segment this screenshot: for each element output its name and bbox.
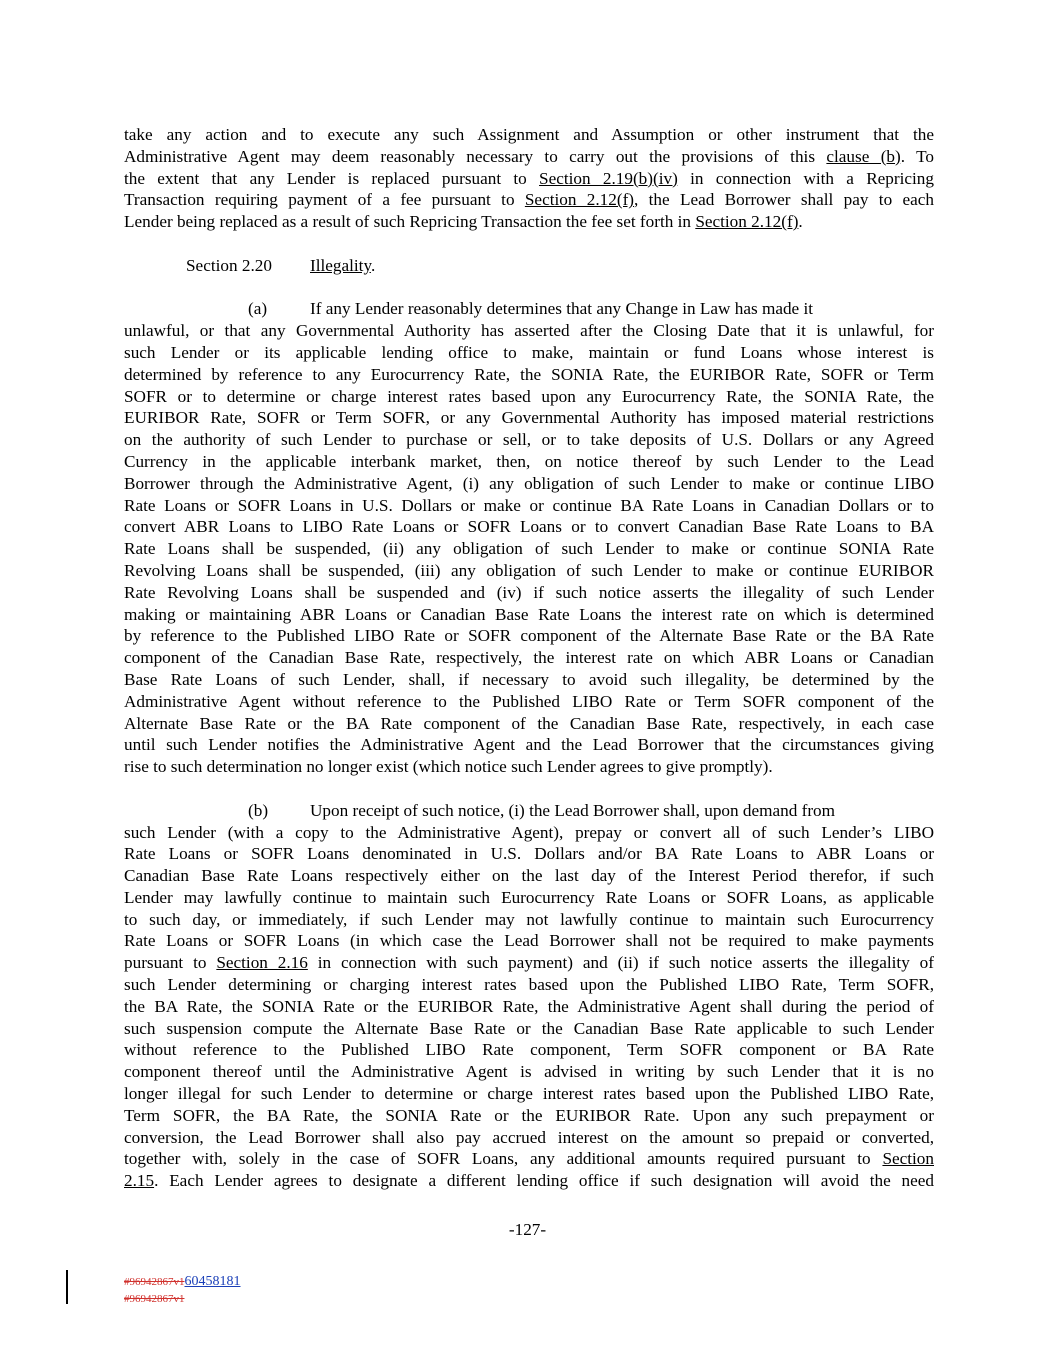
paragraph-a xyxy=(124,298,934,778)
inserted-document-id: 60458181 xyxy=(184,1274,241,1289)
document-id-row xyxy=(124,1290,241,1307)
text-line: Rate Loans shall be suspended, (ii) any obligation of such Lender to make or continue SONIA Rate xyxy=(124,539,934,559)
text-line: unlawful, or that any Governmental Authority has asserted after the Closing Date that it is unlawful, for xyxy=(124,321,934,341)
cross-reference-link: 2.15 xyxy=(124,1171,155,1191)
text-line: SOFR or to determine or charge interest rates based upon any Eurocurrency Rate, the SONIA Rate, the xyxy=(124,386,934,406)
text-line: Lender may lawfully continue to maintain such Eurocurrency Rate Loans or SOFR Loans, as applicable xyxy=(124,887,934,907)
text-line: Lender being replaced as a result of such Repricing Transaction the fee set forth in Section 2.12(f). xyxy=(124,212,803,232)
text-line: Term SOFR, the BA Rate, the SONIA Rate or the EURIBOR Rate. Upon any such prepayment or xyxy=(124,1105,934,1125)
text-line: such Lender (with a copy to the Administrative Agent), prepay or convert all of such Lender’s LIBO xyxy=(124,822,934,842)
text-line: component thereof until the Administrative Agent is advised in writing by such Lender that it is no xyxy=(124,1062,934,1082)
paragraph-b xyxy=(124,800,934,1192)
deleted-document-id: #96942867v1 xyxy=(124,1293,185,1305)
document-id-footer xyxy=(124,1273,241,1307)
text-line: conversion, the Lead Borrower shall also pay accrued interest on the amount so prepaid or converted, xyxy=(124,1127,934,1147)
text-line: making or maintaining ABR Loans or Canadian Base Rate Loans the interest rate on which is determined xyxy=(124,604,934,624)
change-bar xyxy=(66,1270,68,1304)
section-title: Illegality xyxy=(310,255,371,275)
cross-reference-link: Section 2.12(f) xyxy=(524,190,635,210)
text-line: determined by reference to any Eurocurrency Rate, the SONIA Rate, the EURIBOR Rate, SOFR or Term xyxy=(124,364,934,384)
intro-paragraph xyxy=(124,124,934,233)
text-line: Rate Loans or SOFR Loans in U.S. Dollars or make or continue BA Rate Loans in Canadian Dollars or to xyxy=(124,495,934,515)
section-number: Section 2.20 xyxy=(186,255,272,275)
document-body xyxy=(124,124,934,1192)
cross-reference-link: Section 2.12(f) xyxy=(695,212,799,232)
text-line: pursuant to Section 2.16 in connection with such payment) and (ii) if such notice asserts the illegality of xyxy=(124,953,934,973)
text-line: such Lender determining or charging interest rates based upon the Published LIBO Rate, Term SOFR, xyxy=(124,975,934,995)
deleted-document-id: #96942867v1 xyxy=(124,1276,185,1288)
cross-reference-link: Section xyxy=(882,1149,934,1169)
text-line: Base Rate Loans of such Lender, shall, if necessary to avoid such illegality, be determined by the xyxy=(124,669,934,689)
page-number: -127- xyxy=(508,1220,547,1239)
text-line: together with, solely in the case of SOFR Loans, any additional amounts required pursuant to Section xyxy=(124,1149,934,1169)
text-line: Rate Loans or SOFR Loans denominated in U.S. Dollars and/or BA Rate Loans to ABR Loans or xyxy=(124,844,934,864)
text-line: EURIBOR Rate, SOFR or Term SOFR, or any Governmental Authority has imposed material restrictions xyxy=(124,408,934,428)
paragraph-label: (b) xyxy=(248,800,269,820)
text-line: to such day, or immediately, if such Lender may not lawfully continue to maintain such Eurocurrency xyxy=(124,909,934,929)
cross-reference-link: clause (b) xyxy=(826,146,901,166)
text-line: longer illegal for such Lender to determine or charge interest rates based upon the Published LIBO Rate, xyxy=(124,1084,934,1104)
text-line: such Lender or its applicable lending office to make, maintain or fund Loans whose interest is xyxy=(124,342,934,362)
text-line: Canadian Base Rate Loans respectively either on the last day of the Interest Period therefor, if such xyxy=(124,866,934,886)
document-id-row xyxy=(124,1273,241,1290)
text-line: convert ABR Loans to LIBO Rate Loans or SOFR Loans or to convert Canadian Base Rate Loans to BA xyxy=(124,517,934,537)
text-line: 2.15. Each Lender agrees to designate a different lending office if such designation will avoid the need xyxy=(124,1171,934,1191)
text-line: the extent that any Lender is replaced pursuant to Section 2.19(b)(iv) in connection with a Repricing xyxy=(124,168,934,188)
text-line: component of the Canadian Base Rate, respectively, the interest rate on which ABR Loans or Canadian xyxy=(124,648,934,668)
paragraph-a-first-line: (a) If any Lender reasonably determines that any Change in Law has made it xyxy=(248,299,814,319)
text-line: Alternate Base Rate or the BA Rate component of the Canadian Base Rate, respectively, in each case xyxy=(124,713,934,733)
cross-reference-link: Section 2.16 xyxy=(216,953,308,973)
cross-reference-link: Section 2.19(b)(iv) xyxy=(539,168,678,188)
section-heading: Section 2.20 Illegality. xyxy=(186,255,376,275)
paragraph-b-first-line: (b) Upon receipt of such notice, (i) the Lead Borrower shall, upon demand from xyxy=(248,800,836,820)
text-line: Revolving Loans shall be suspended, (iii) any obligation of such Lender to make or continue EURIBOR xyxy=(124,560,934,580)
text-line: without reference to the Published LIBO Rate component, Term SOFR component or BA Rate xyxy=(124,1040,934,1060)
text-line: Transaction requiring payment of a fee pursuant to Section 2.12(f), the Lead Borrower shall pay to each xyxy=(124,190,934,210)
text-line: Borrower through the Administrative Agent, (i) any obligation of such Lender to make or continue LIBO xyxy=(124,473,934,493)
text-line: Currency in the applicable interbank market, then, on notice thereof by such Lender to the Lead xyxy=(124,451,934,471)
text-line: take any action and to execute any such Assignment and Assumption or other instrument that the xyxy=(124,125,934,144)
text-line: rise to such determination no longer exist (which notice such Lender agrees to give promptly). xyxy=(124,757,773,777)
text-line: Rate Loans or SOFR Loans (in which case the Lead Borrower shall not be required to make payments xyxy=(124,931,934,951)
text-line: the BA Rate, the SONIA Rate or the EURIBOR Rate, the Administrative Agent shall during the period of xyxy=(124,996,934,1016)
text-line: such suspension compute the Alternate Base Rate or the Canadian Base Rate applicable to such Lender xyxy=(124,1018,934,1038)
text-line: Administrative Agent without reference to the Published LIBO Rate or Term SOFR component of the xyxy=(124,691,934,711)
paragraph-label: (a) xyxy=(248,299,268,319)
text-line: on the authority of such Lender to purchase or sell, or to take deposits of U.S. Dollars or any Agreed xyxy=(124,430,934,450)
text-line: Administrative Agent may deem reasonably necessary to carry out the provisions of this clause (b). To xyxy=(124,146,934,166)
text-line: until such Lender notifies the Administrative Agent and the Lead Borrower that the circumstances giving xyxy=(124,735,934,755)
text-line: by reference to the Published LIBO Rate or SOFR component of the Alternate Base Rate or the BA Rate xyxy=(124,626,934,646)
text-line: Rate Revolving Loans shall be suspended and (iv) if such notice asserts the illegality of such Lender xyxy=(124,582,934,602)
